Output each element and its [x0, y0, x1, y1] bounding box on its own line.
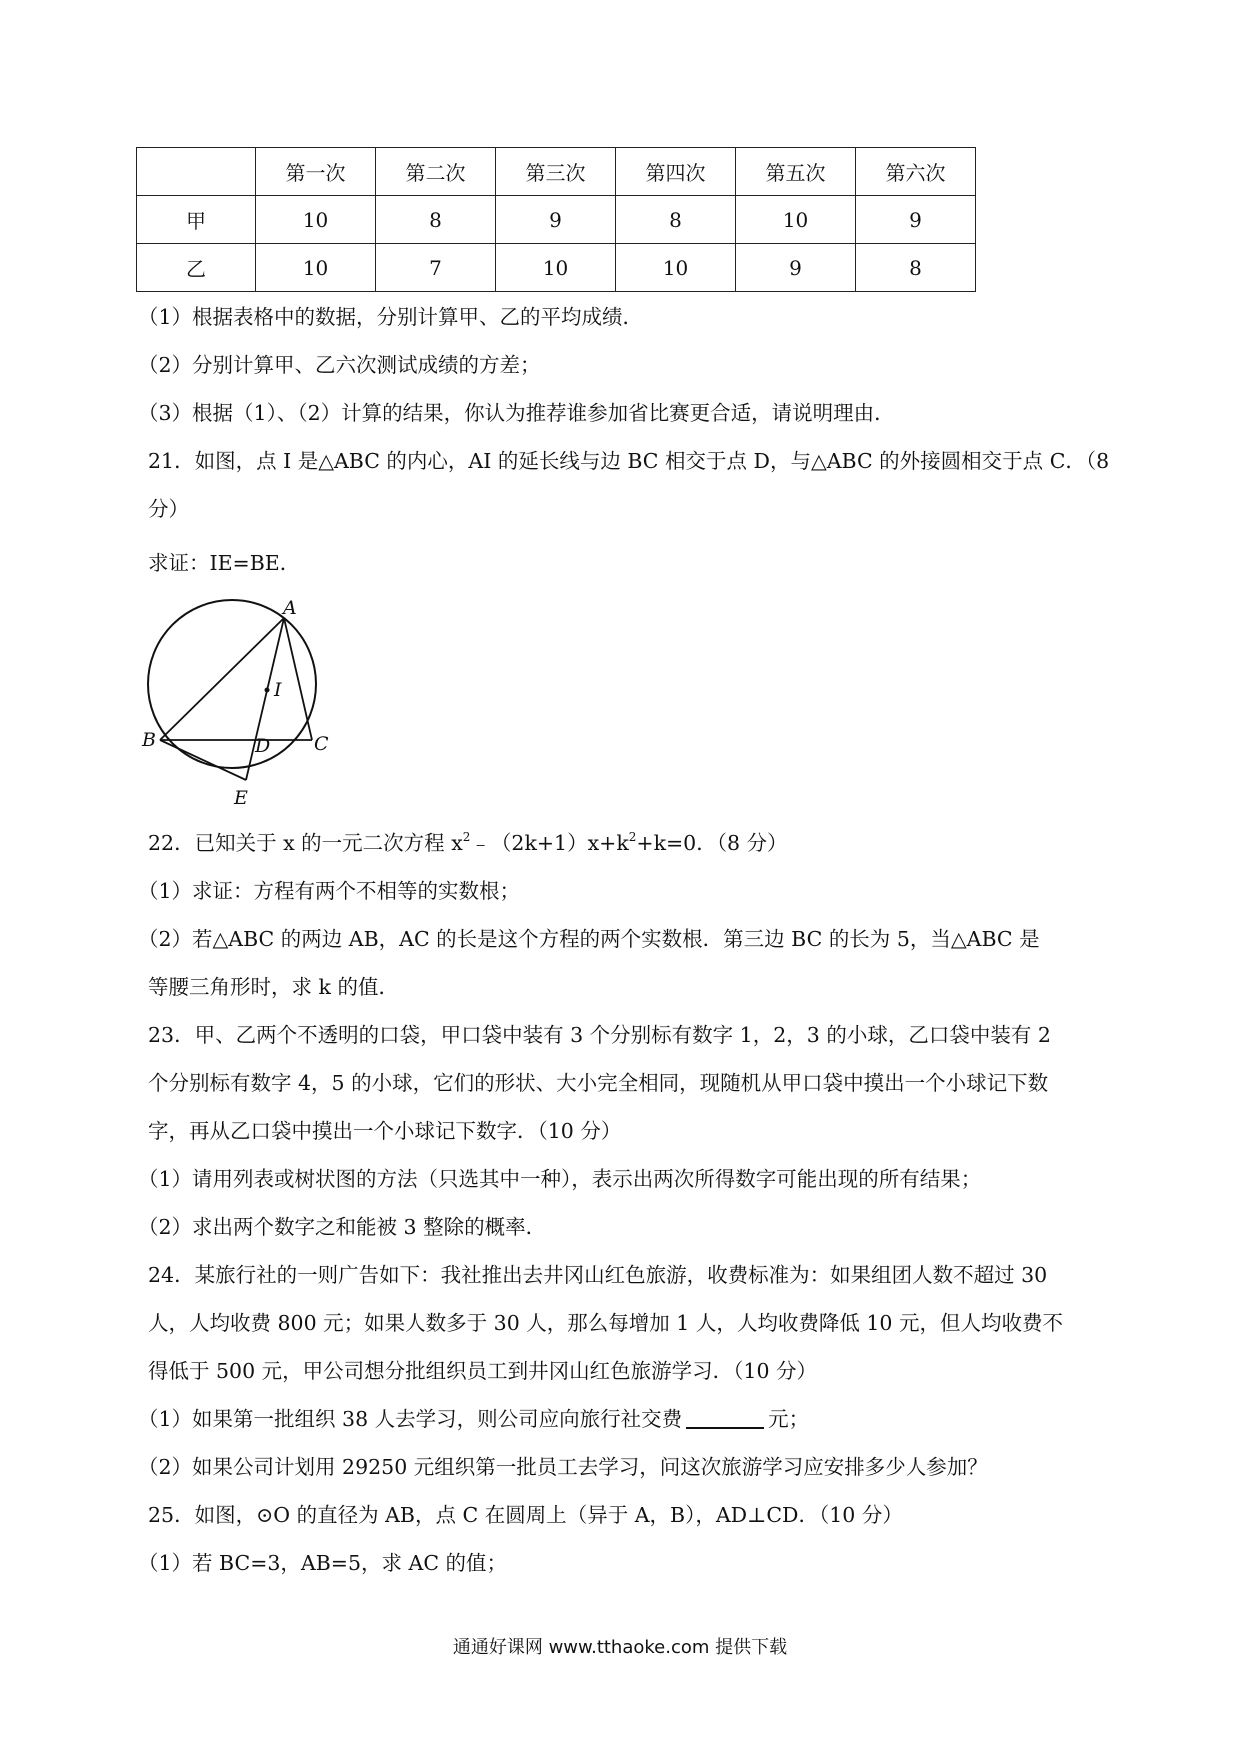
table-header-cell: 第五次 [736, 148, 856, 196]
circumcircle [148, 600, 316, 768]
q22-stem-text-a: 22．已知关于 x 的一元二次方程 x [148, 831, 463, 855]
segment-ab [160, 618, 284, 740]
q22-part1: （1）求证：方程有两个不相等的实数根； [138, 879, 521, 903]
segment-ac [284, 618, 312, 740]
table-header-cell: 第四次 [616, 148, 736, 196]
q24-part1 [138, 1404, 809, 1434]
q22-part2-line1: （2）若△ABC 的两边 AB，AC 的长是这个方程的两个实数根．第三边 BC 的长为 5，当△ABC 是 [138, 927, 1040, 951]
table-cell: 10 [736, 196, 856, 244]
label-i: I [274, 679, 282, 701]
table-cell: 9 [736, 244, 856, 292]
circle-triangle-diagram [142, 597, 348, 810]
row-label: 乙 [137, 244, 256, 292]
table-cell: 10 [256, 196, 376, 244]
q23-stem-line1: 23．甲、乙两个不透明的口袋，甲口袋中装有 3 个分别标有数字 1，2，3 的小球，乙口袋中装有 2 [148, 1023, 1051, 1047]
q20-part3: （3）根据（1）、（2）计算的结果，你认为推荐谁参加省比赛更合适，请说明理由． [138, 401, 895, 425]
table-header-row [137, 148, 976, 196]
q23-part2: （2）求出两个数字之和能被 3 整除的概率． [138, 1215, 547, 1239]
q22-stem-text-b: ﹣（2k+1）x+k [470, 831, 629, 855]
q23-stem-line2: 个分别标有数字 4，5 的小球，它们的形状、大小完全相同，现随机从甲口袋中摸出一个小球记下数 [148, 1071, 1049, 1095]
table-cell: 9 [856, 196, 976, 244]
table-cell: 7 [376, 244, 496, 292]
table-cell: 10 [616, 244, 736, 292]
table-header-cell: 第三次 [496, 148, 616, 196]
q22-stem-text-c: +k=0．（8 分） [636, 831, 788, 855]
q25-stem: 25．如图，⊙O 的直径为 AB，点 C 在圆周上（异于 A，B），AD⊥CD．（10 分） [148, 1503, 903, 1527]
q25-part1: （1）若 BC=3，AB=5，求 AC 的值； [138, 1551, 508, 1575]
q24-part1-unit: 元； [768, 1407, 810, 1431]
point-i [265, 688, 270, 693]
label-b: B [142, 729, 156, 751]
table-cell: 10 [256, 244, 376, 292]
q23-part1: （1）请用列表或树状图的方法（只选其中一种），表示出两次所得数字可能出现的所有结果； [138, 1167, 982, 1191]
q24-part1-text: （1）如果第一批组织 38 人去学习，则公司应向旅行社交费 [138, 1407, 683, 1431]
q24-stem-line3: 得低于 500 元，甲公司想分批组织员工到井冈山红色旅游学习．（10 分） [148, 1359, 818, 1383]
q21-stem-line2: 分） [148, 497, 189, 521]
page-footer: 通通好课网 www.tthaoke.com 提供下载 [452, 1637, 788, 1658]
geometry-figure [142, 597, 348, 810]
table-cell: 9 [496, 196, 616, 244]
table-cell: 8 [616, 196, 736, 244]
q22-exponent: 2 [462, 830, 471, 844]
segment-be [160, 740, 246, 780]
q24-stem-line2: 人，人均收费 800 元；如果人数多于 30 人，那么每增加 1 人，人均收费降低 10 元，但人均收费不 [148, 1311, 1063, 1335]
table-cell: 8 [856, 244, 976, 292]
q24-stem-line1: 24．某旅行社的一则广告如下：我社推出去井冈山红色旅游，收费标准为：如果组团人数不超过 30 [148, 1263, 1048, 1287]
q21-stem-line1: 21．如图，点 I 是△ABC 的内心，AI 的延长线与边 BC 相交于点 D，与△ABC 的外接圆相交于点 C．（8 [148, 449, 1110, 473]
table-row [137, 244, 976, 292]
answer-blank [686, 1405, 764, 1429]
q21-prove: 求证：IE=BE． [148, 551, 301, 575]
q20-part2: （2）分别计算甲、乙六次测试成绩的方差； [138, 353, 541, 377]
label-e: E [234, 787, 248, 809]
q22-stem [148, 828, 788, 858]
q20-part1: （1）根据表格中的数据，分别计算甲、乙的平均成绩． [138, 305, 644, 329]
table-cell: 10 [496, 244, 616, 292]
table-header-cell: 第一次 [256, 148, 376, 196]
q22-exponent-2: 2 [628, 830, 637, 844]
table-header-cell: 第六次 [856, 148, 976, 196]
table-cell: 8 [376, 196, 496, 244]
q24-part2: （2）如果公司计划用 29250 元组织第一批员工去学习，问这次旅游学习应安排多少人参加？ [138, 1455, 988, 1479]
score-table [136, 147, 976, 292]
label-d: D [255, 735, 271, 757]
q22-part2-line2: 等腰三角形时，求 k 的值． [148, 975, 399, 999]
label-c: C [314, 733, 329, 755]
row-label: 甲 [137, 196, 256, 244]
label-a: A [283, 597, 297, 619]
table-header-cell [137, 148, 256, 196]
table-header-cell: 第二次 [376, 148, 496, 196]
q23-stem-line3: 字，再从乙口袋中摸出一个小球记下数字．（10 分） [148, 1119, 622, 1143]
table-row [137, 196, 976, 244]
